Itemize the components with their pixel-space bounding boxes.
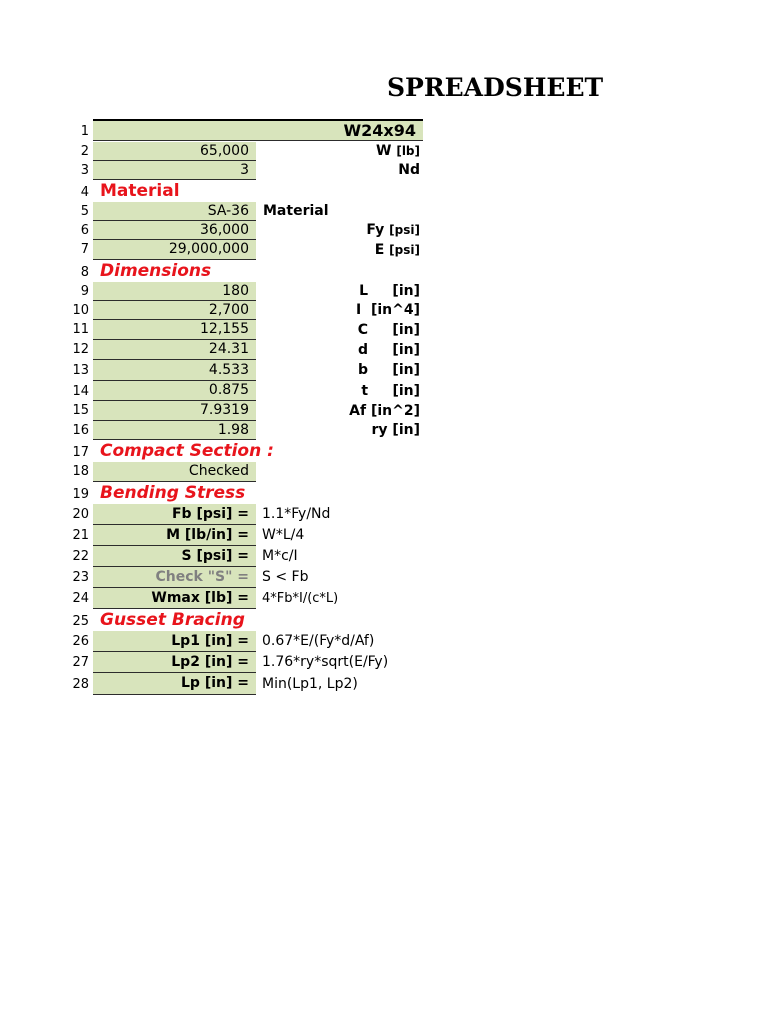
- sheet-row-23: [0, 567, 423, 588]
- row-number: 9: [80, 284, 89, 299]
- row-number: 19: [72, 487, 89, 502]
- section-compact: Compact Section :: [100, 441, 274, 461]
- sheet-title: SPREADSHEET: [387, 73, 604, 102]
- label-load: [256, 142, 422, 161]
- sheet-row-2: [0, 142, 423, 161]
- sheet-row-7: [0, 240, 423, 260]
- formula-wmax: 4*Fb*I/(c*L): [262, 591, 339, 606]
- row-number: 5: [80, 204, 89, 219]
- formula-s: M*c/I: [262, 548, 298, 564]
- label-c: C [in]: [357, 322, 420, 338]
- section-material: Material: [100, 181, 180, 201]
- row-number: 27: [72, 655, 89, 670]
- sheet-row-1: [0, 119, 423, 141]
- label-text: Fy: [366, 222, 390, 238]
- cell-s-label[interactable]: S [psi] =: [93, 546, 256, 567]
- sheet-row-12: [0, 340, 423, 360]
- label-af: Af [in^2]: [349, 403, 420, 419]
- row-number: 26: [72, 634, 89, 649]
- sheet-row-13: [0, 360, 423, 381]
- cell-lp1-label[interactable]: Lp1 [in] =: [93, 631, 256, 652]
- row-number: 12: [72, 342, 89, 357]
- cell-wmax-label[interactable]: Wmax [lb] =: [93, 588, 256, 609]
- row-number: 23: [72, 570, 89, 585]
- cell-af-value[interactable]: 7.9319: [93, 401, 256, 421]
- cell-i-value[interactable]: 2,700: [93, 301, 256, 320]
- cell-fb-label[interactable]: Fb [psi] =: [93, 504, 256, 525]
- sheet-row-24: [0, 588, 423, 609]
- formula-lp1: 0.67*E/(Fy*d/Af): [262, 633, 375, 649]
- label-e: [256, 240, 422, 260]
- row-number: 3: [80, 163, 89, 178]
- row-number: 4: [80, 185, 89, 200]
- label-b: b [in]: [358, 362, 420, 378]
- formula-lp2: 1.76*ry*sqrt(E/Fy): [262, 654, 389, 670]
- sheet-row-18: [0, 462, 423, 482]
- cell-m-label[interactable]: M [lb/in] =: [93, 525, 256, 546]
- label-text: W: [376, 143, 397, 159]
- label-l: L [in]: [359, 283, 420, 299]
- row-number: 18: [72, 464, 89, 479]
- sheet-row-16: [0, 421, 423, 440]
- row-number: 13: [72, 363, 89, 378]
- sheet-row-11: [0, 320, 423, 340]
- sheet-row-15: [0, 401, 423, 421]
- sheet-row-3: [0, 161, 423, 180]
- row-number: 11: [72, 322, 89, 337]
- sheet-row-19: [0, 482, 423, 504]
- cell-b-value[interactable]: 4.533: [93, 360, 256, 381]
- sheet-row-26: [0, 631, 423, 652]
- sheet-row-9: [0, 282, 423, 301]
- row-number: 22: [72, 549, 89, 564]
- formula-check-s: S < Fb: [262, 569, 309, 585]
- cell-check-s-label[interactable]: Check "S" =: [93, 567, 256, 588]
- sheet-row-22: [0, 546, 423, 567]
- sheet-row-28: [0, 673, 423, 695]
- sheet-row-10: [0, 301, 423, 320]
- sheet-row-25: [0, 609, 423, 631]
- row-number: 21: [72, 528, 89, 543]
- row-number: 16: [72, 423, 89, 438]
- label-nd: Nd: [398, 162, 420, 178]
- cell-section-name[interactable]: W24x94: [93, 119, 423, 141]
- cell-ry-value[interactable]: 1.98: [93, 421, 256, 440]
- row-number: 24: [72, 591, 89, 606]
- sheet-row-27: [0, 652, 423, 673]
- row-number: 28: [72, 677, 89, 692]
- sheet-row-20: [0, 504, 423, 525]
- section-gusset-bracing: Gusset Bracing: [100, 610, 245, 630]
- row-number: 20: [72, 507, 89, 522]
- sheet-row-4: [0, 180, 423, 202]
- row-number: 2: [80, 144, 89, 159]
- row-number: 25: [72, 614, 89, 629]
- row-number: 14: [72, 384, 89, 399]
- cell-e-value[interactable]: 29,000,000: [93, 240, 256, 260]
- label-unit: [lb]: [396, 144, 420, 158]
- label-t: t [in]: [361, 383, 420, 399]
- label-material: Material: [263, 203, 329, 219]
- cell-c-value[interactable]: 12,155: [93, 320, 256, 340]
- sheet-row-17: [0, 440, 423, 462]
- label-unit: [psi]: [389, 223, 420, 237]
- cell-load-value[interactable]: 65,000: [93, 142, 256, 161]
- row-number: 15: [72, 403, 89, 418]
- label-fy: [256, 221, 422, 240]
- label-i: I [in^4]: [356, 302, 420, 318]
- cell-nd-value[interactable]: 3: [93, 161, 256, 180]
- cell-lp-label[interactable]: Lp [in] =: [93, 673, 256, 695]
- label-text: E: [374, 242, 390, 258]
- sheet-row-6: [0, 221, 423, 240]
- section-dimensions: Dimensions: [100, 261, 212, 281]
- formula-lp: Min(Lp1, Lp2): [262, 676, 358, 692]
- row-number: 17: [72, 445, 89, 460]
- sheet-row-5: [0, 202, 423, 221]
- cell-fy-value[interactable]: 36,000: [93, 221, 256, 240]
- cell-lp2-label[interactable]: Lp2 [in] =: [93, 652, 256, 673]
- label-d: d [in]: [358, 342, 420, 358]
- row-number: 10: [72, 303, 89, 318]
- label-unit: [psi]: [389, 243, 420, 257]
- cell-t-value[interactable]: 0.875: [93, 381, 256, 401]
- sheet-row-14: [0, 381, 423, 401]
- row-number: 1: [80, 124, 89, 139]
- cell-l-value[interactable]: 180: [93, 282, 256, 301]
- section-bending-stress: Bending Stress: [100, 483, 246, 503]
- sheet-row-8: [0, 260, 423, 282]
- row-number: 6: [80, 223, 89, 238]
- sheet-row-21: [0, 525, 423, 546]
- cell-compact-status[interactable]: Checked: [93, 462, 256, 482]
- cell-material-value[interactable]: SA-36: [93, 202, 256, 221]
- label-ry: ry [in]: [371, 422, 420, 438]
- row-number: 8: [80, 265, 89, 280]
- cell-d-value[interactable]: 24.31: [93, 340, 256, 360]
- formula-fb: 1.1*Fy/Nd: [262, 506, 331, 522]
- formula-m: W*L/4: [262, 527, 305, 543]
- row-number: 7: [80, 242, 89, 257]
